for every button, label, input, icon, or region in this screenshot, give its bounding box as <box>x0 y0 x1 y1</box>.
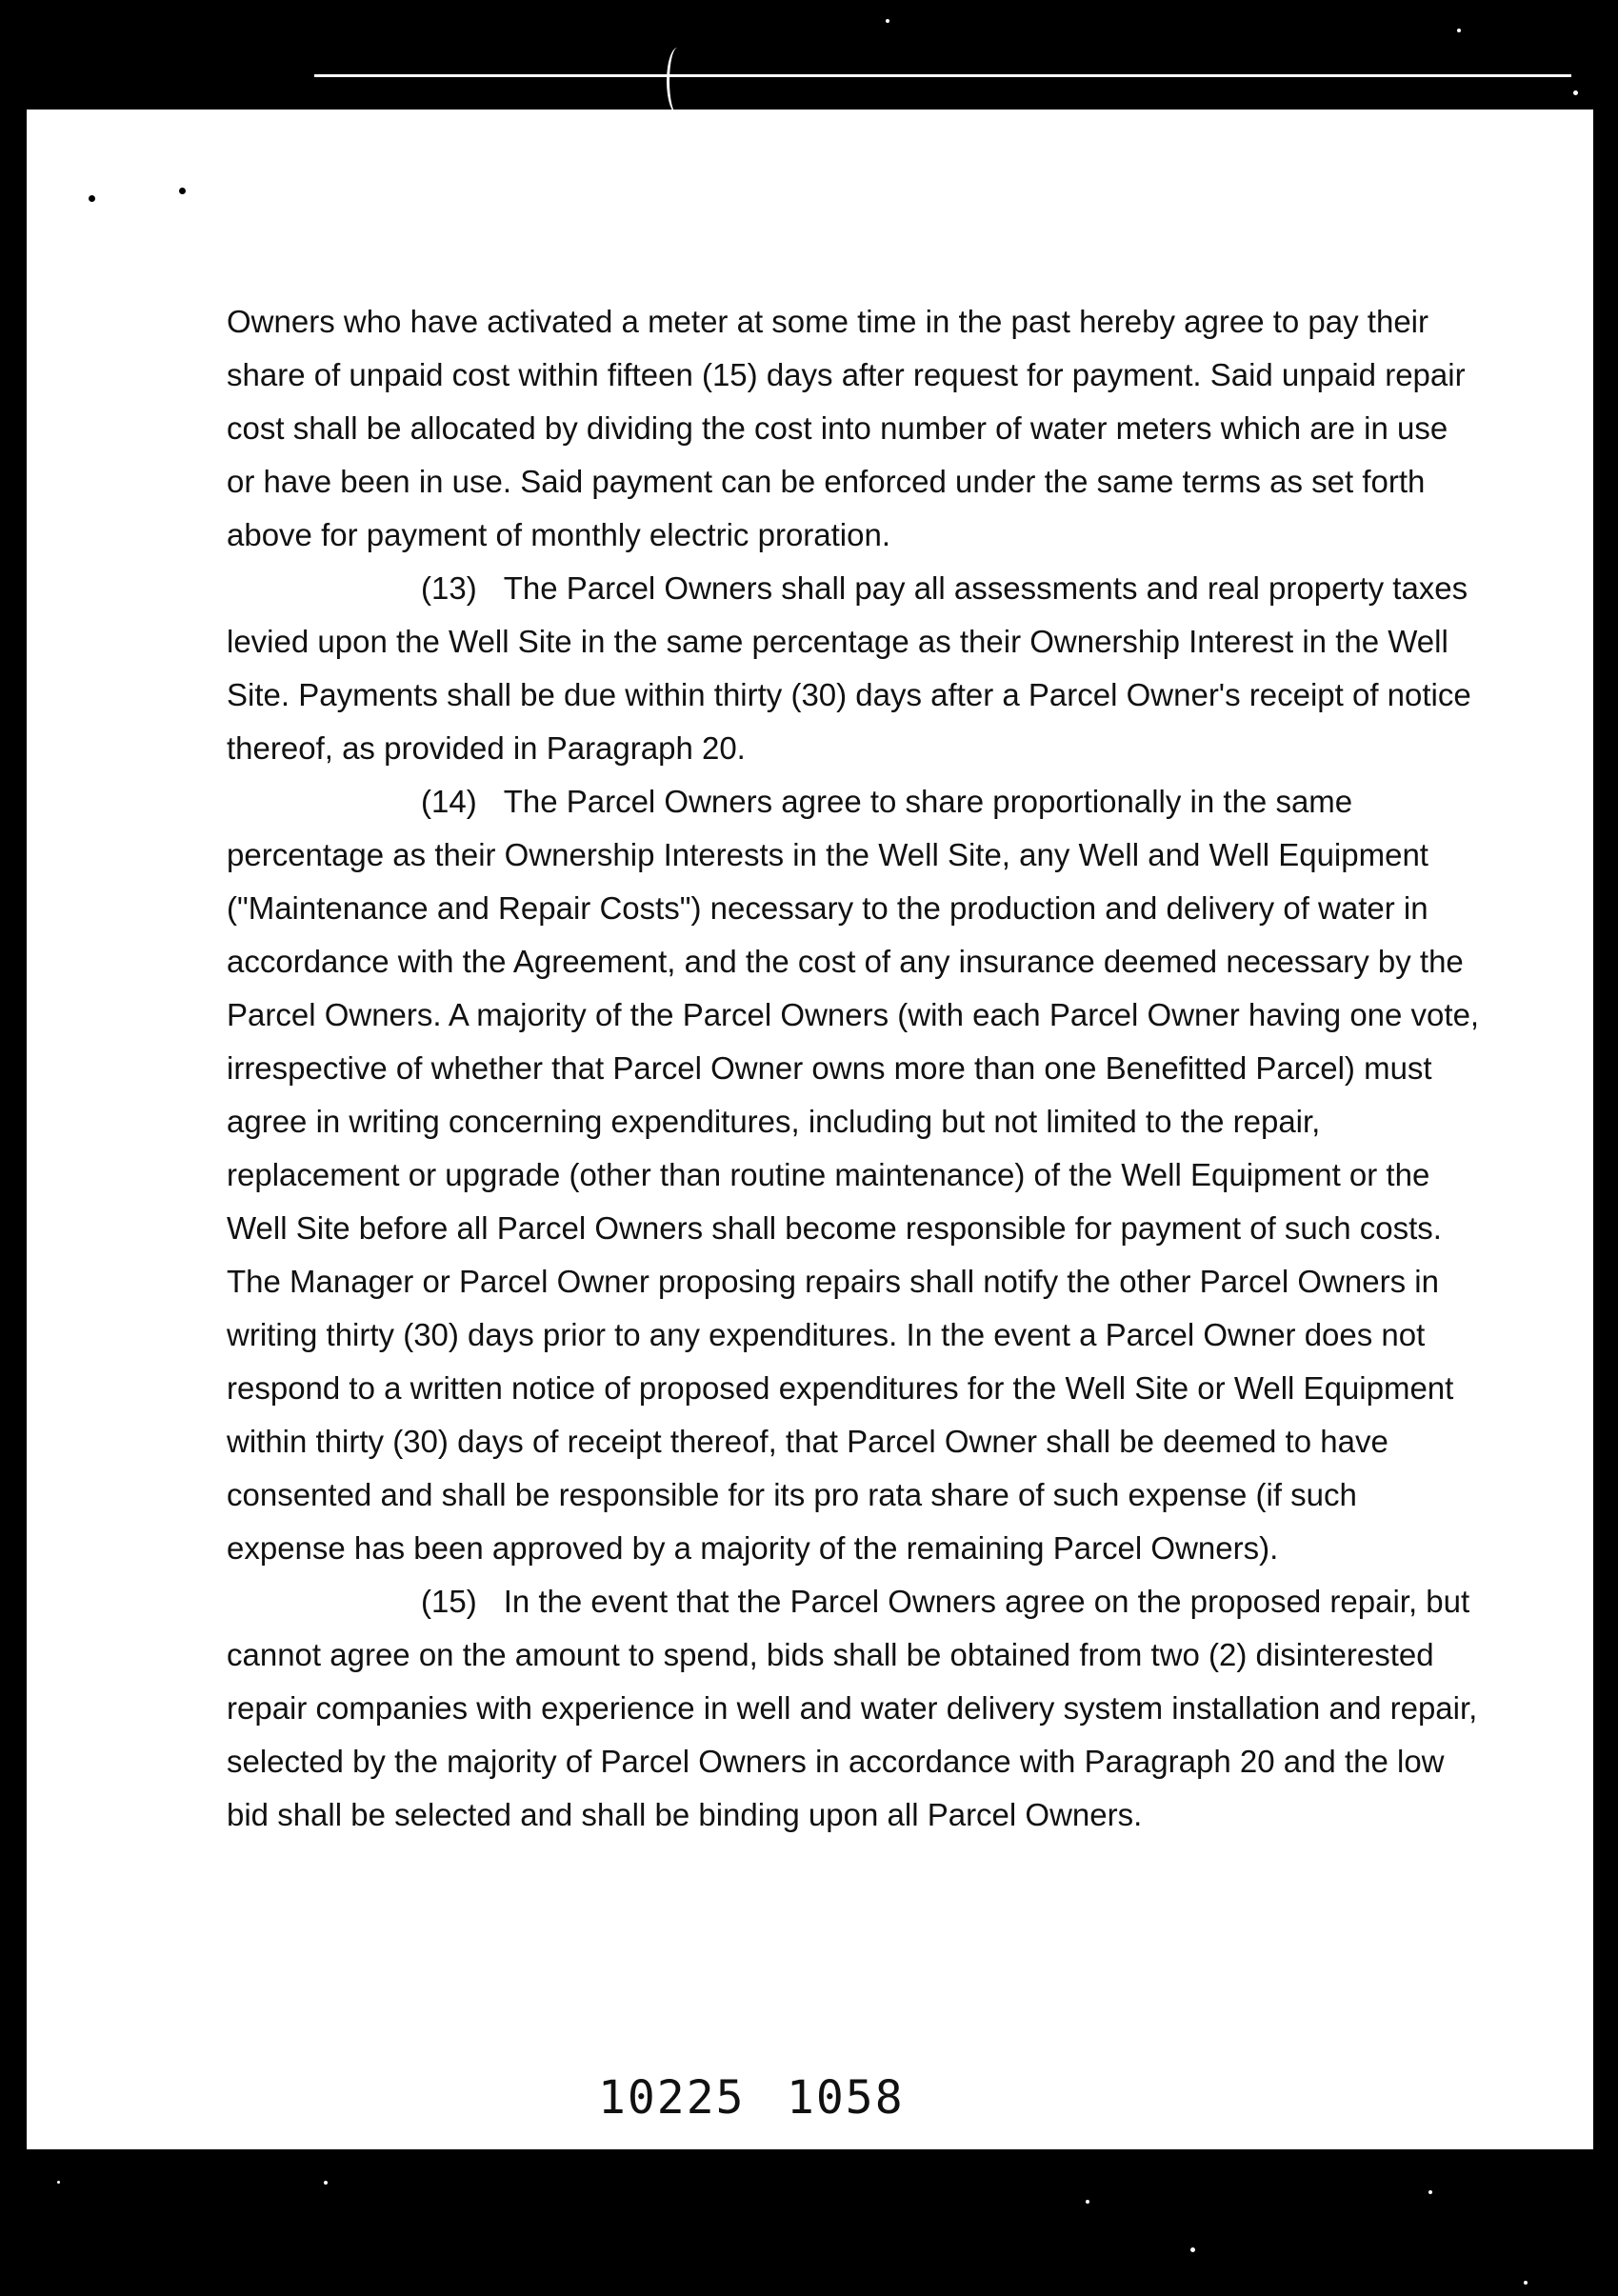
scan-speck <box>886 19 889 23</box>
paragraph-text: The Parcel Owners agree to share proportionally in the same percentage as their Ownership Interests in the Well Site, any Well and Well Equipment ("Maintenance and Repair Costs") necessary to the production and delivery of water in accordance with the Agreement, and the cost of any insurance deemed necessary by the Parcel Owners. A majority of the Parcel Owners (with each Parcel Owner having one vote, irrespective of whether that Parcel Owner owns more than one Benefitted Parcel) must agree in writing concerning expenditures, including but not limited to the repair, replacement or upgrade (other than routine maintenance) of the Well Equipment or the Well Site before all Parcel Owners shall become responsible for payment of such costs. The Manager or Parcel Owner proposing repairs shall notify the other Parcel Owners in writing thirty (30) days prior to any expenditures. In the event a Parcel Owner does not respond to a written notice of proposed expenditures for the Well Site or Well Equipment within thirty (30) days of receipt thereof, that Parcel Owner shall be deemed to have consented and shall be responsible for its pro rata share of such expense (if such expense has been approved by a majority of the remaining Parcel Owners). <box>227 784 1480 1566</box>
scan-dot <box>179 188 186 194</box>
scan-edge-mark <box>667 48 689 114</box>
scan-speck <box>57 2181 60 2184</box>
paragraph-text: The Parcel Owners shall pay all assessments and real property taxes levied upon the Well Site in the same percentage as their Ownership Interest in the Well Site. Payments shall be due within thirty (30) days after a Parcel Owner's receipt of notice thereof, as provided in Paragraph 20. <box>227 570 1471 766</box>
paragraph-number: (14) <box>421 784 477 819</box>
document-page <box>27 110 1593 2149</box>
scan-dot <box>89 195 95 202</box>
paragraph-continued <box>227 295 1484 562</box>
paragraph-13 <box>227 562 1484 775</box>
book-number: 10225 <box>598 2071 746 2125</box>
scan-speck <box>1190 2247 1195 2252</box>
scan-speck <box>324 2181 328 2185</box>
scan-speck <box>1573 90 1578 95</box>
scan-speck <box>1428 2190 1432 2194</box>
scan-speck <box>1457 29 1461 32</box>
paragraph-number: (13) <box>421 570 477 606</box>
scan-edge-line <box>314 74 1571 77</box>
document-body <box>227 295 1484 1842</box>
paragraph-number: (15) <box>421 1584 477 1619</box>
scan-speck <box>1524 2281 1528 2285</box>
paragraph-text: Owners who have activated a meter at some time in the past hereby agree to pay their share of unpaid cost within fifteen (15) days after request for payment. Said unpaid repair cost shall be allocated by dividing the cost into number of water meters which are in use or have been in use. Said payment can be enforced under the same terms as set forth above for payment of monthly electric proration. <box>227 304 1466 552</box>
page-number: 1058 <box>787 2071 905 2125</box>
paragraph-text: In the event that the Parcel Owners agree on the proposed repair, but cannot agree on the amount to spend, bids shall be obtained from two (2) disinterested repair companies with experience in well and water delivery system installation and repair, selected by the majority of Parcel Owners in accordance with Paragraph 20 and the low bid shall be selected and shall be binding upon all Parcel Owners. <box>227 1584 1478 1832</box>
paragraph-14 <box>227 775 1484 1575</box>
scan-speck <box>1086 2200 1089 2204</box>
paragraph-15 <box>227 1575 1484 1842</box>
